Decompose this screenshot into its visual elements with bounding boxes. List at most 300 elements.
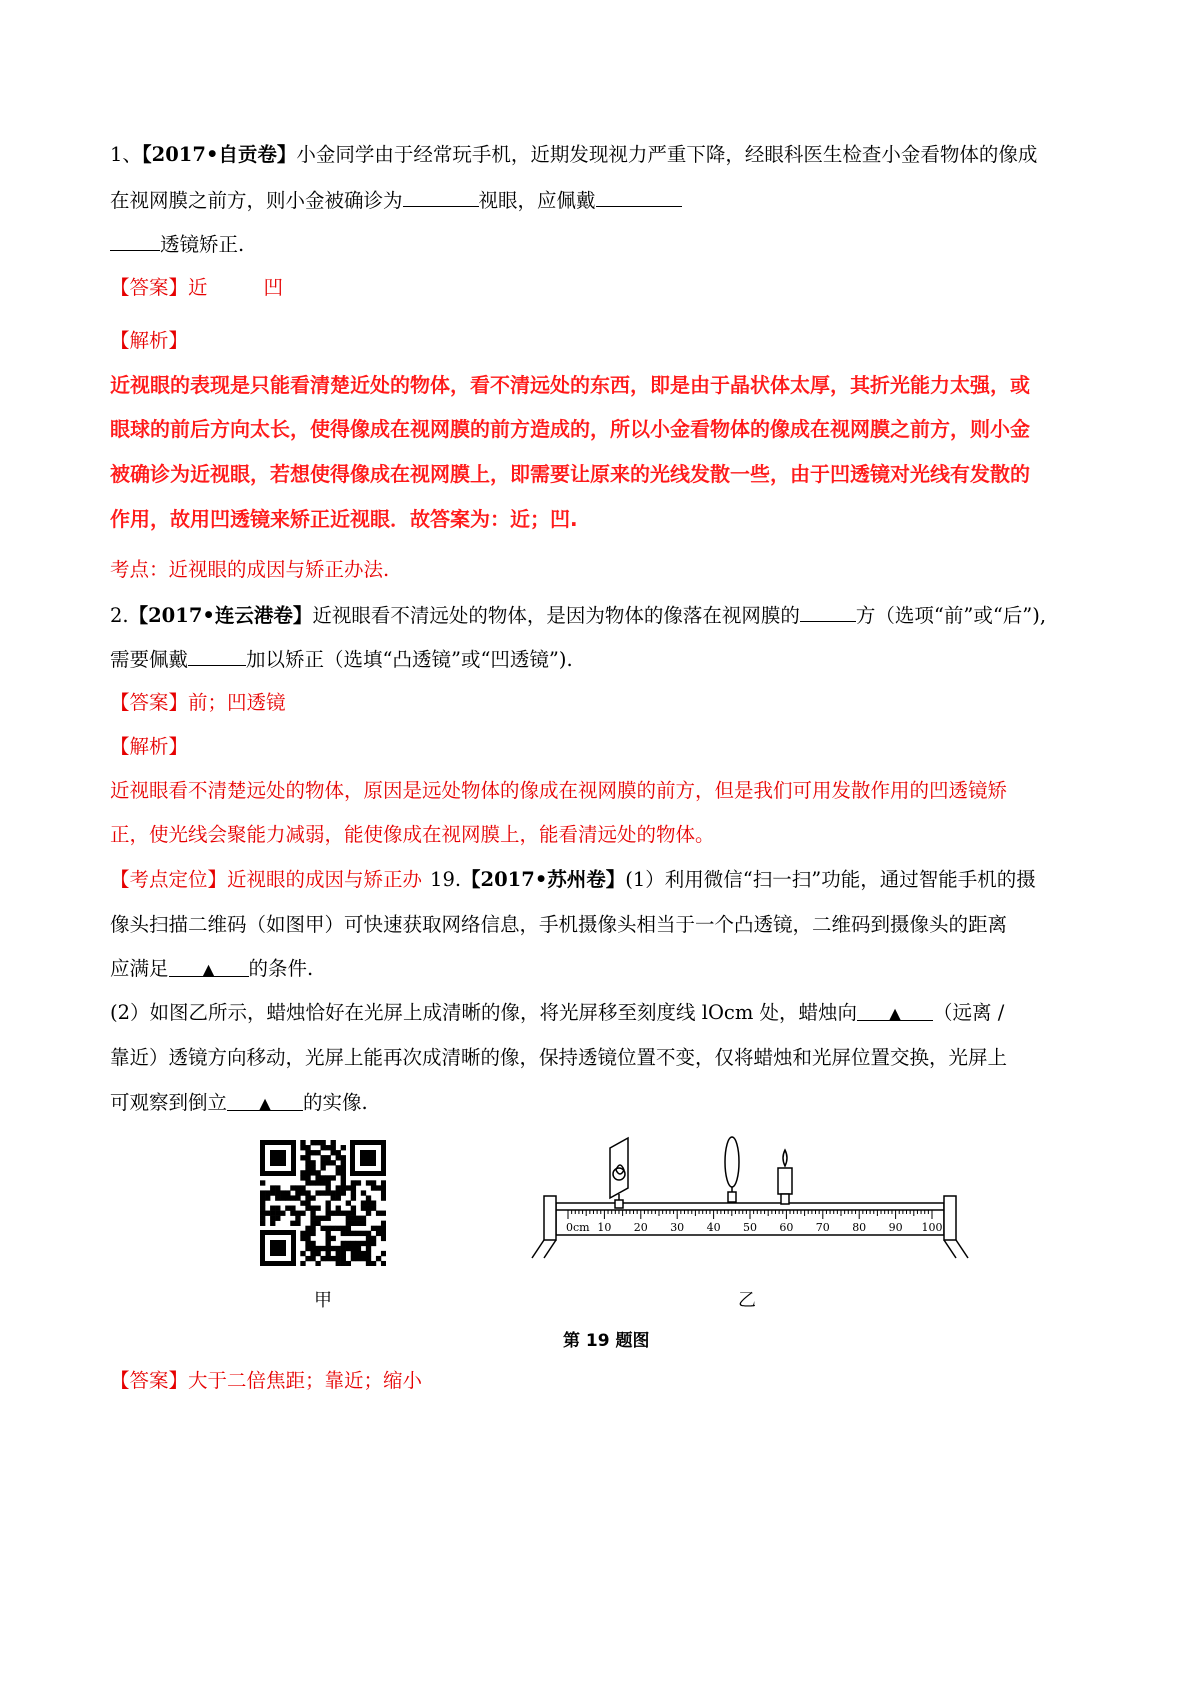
qr-module <box>320 1175 325 1180</box>
qr-module <box>336 1261 341 1266</box>
qr-module <box>336 1155 341 1160</box>
qr-module <box>331 1145 336 1150</box>
qr-module <box>361 1206 366 1211</box>
q19-part2-text-1a: (2）如图乙所示，蜡烛恰好在光屏上成清晰的像，将光屏移至刻度线 lOcm 处，蜡烛向 <box>110 1001 858 1024</box>
q1-analysis-line-3: 被确诊为近视眼，若想使得像成在视网膜上，即需要让原来的光线发散一些，由于凹透镜对光线有发散的 <box>110 462 1030 486</box>
qr-module <box>381 1231 386 1236</box>
qr-module <box>260 1190 265 1195</box>
qr-module <box>295 1195 300 1200</box>
qr-module <box>361 1241 366 1246</box>
q19-text-3b: 的条件. <box>248 957 314 980</box>
qr-module <box>265 1195 270 1200</box>
q2-blank-1 <box>800 601 856 622</box>
qr-module <box>320 1246 325 1251</box>
qr-module <box>260 1195 265 1200</box>
qr-module <box>315 1140 320 1145</box>
qr-module <box>305 1175 310 1180</box>
qr-module <box>366 1200 371 1205</box>
qr-module <box>270 1190 275 1195</box>
qr-module <box>265 1211 270 1216</box>
qr-module <box>320 1216 325 1221</box>
qr-module <box>351 1221 356 1226</box>
qr-module <box>300 1200 305 1205</box>
qr-module <box>326 1185 331 1190</box>
qr-module <box>326 1190 331 1195</box>
qr-module <box>310 1160 315 1165</box>
q1-line-1 <box>110 142 1037 168</box>
qr-module <box>381 1185 386 1190</box>
qr-module <box>295 1211 300 1216</box>
qr-module <box>361 1251 366 1256</box>
qr-module <box>336 1226 341 1231</box>
q19-line-1 <box>110 867 1036 893</box>
qr-module <box>341 1231 346 1236</box>
qr-module <box>270 1211 275 1216</box>
qr-module <box>331 1190 336 1195</box>
qr-module <box>341 1180 346 1185</box>
qr-module <box>310 1195 315 1200</box>
q1-analysis-line-1: 近视眼的表现是只能看清楚近处的物体，看不清远处的东西，即是由于晶状体太厚，其折光能力太强，或 <box>110 373 1030 397</box>
qr-module <box>336 1256 341 1261</box>
qr-module <box>336 1190 341 1195</box>
q2-kaodian-text: 近视眼的成因与矫正办 <box>227 868 423 891</box>
qr-module <box>310 1246 315 1251</box>
qr-module <box>320 1145 325 1150</box>
qr-module <box>305 1256 310 1261</box>
q2-line-1 <box>110 601 1046 629</box>
qr-module <box>346 1246 351 1251</box>
q19-blank-3 <box>227 1090 303 1111</box>
figure-label-jia: 甲 <box>314 1290 332 1311</box>
qr-module <box>336 1246 341 1251</box>
triangle-icon: ▲ <box>888 1004 902 1023</box>
qr-module <box>356 1251 361 1256</box>
qr-module <box>315 1150 320 1155</box>
q1-analysis-tag-text: 【解析】 <box>110 329 189 352</box>
qr-module <box>320 1160 325 1165</box>
qr-module <box>320 1190 325 1195</box>
qr-module <box>275 1211 280 1216</box>
qr-module <box>310 1206 315 1211</box>
q1-answer-1: 近 <box>188 276 208 299</box>
qr-module <box>275 1195 280 1200</box>
qr-module <box>331 1175 336 1180</box>
qr-module <box>270 1221 275 1226</box>
qr-module <box>326 1236 331 1241</box>
qr-module <box>315 1175 320 1180</box>
qr-module <box>326 1175 331 1180</box>
qr-module <box>295 1216 300 1221</box>
q19-part2-line-1 <box>110 1000 1004 1026</box>
qr-module <box>305 1165 310 1170</box>
ruler-tick-label: 40 <box>706 1221 721 1234</box>
qr-module <box>280 1190 285 1195</box>
qr-module <box>346 1261 351 1266</box>
qr-module <box>376 1211 381 1216</box>
qr-module <box>341 1226 346 1231</box>
q19-part2-text-1b: （远离 / <box>933 1001 1005 1024</box>
qr-module <box>310 1241 315 1246</box>
qr-module <box>366 1236 371 1241</box>
qr-module <box>376 1256 381 1261</box>
qr-module <box>376 1226 381 1231</box>
qr-module <box>381 1226 386 1231</box>
q2-analysis-tag-text: 【解析】 <box>110 735 189 758</box>
qr-module <box>326 1256 331 1261</box>
qr-module <box>300 1251 305 1256</box>
qr-module <box>361 1221 366 1226</box>
qr-module <box>371 1200 376 1205</box>
qr-module <box>320 1140 325 1145</box>
qr-module <box>275 1216 280 1221</box>
qr-module <box>310 1251 315 1256</box>
qr-module <box>305 1231 310 1236</box>
optical-bench-figure <box>530 1130 970 1290</box>
q2-answer-tag: 【答案】 <box>110 691 189 714</box>
qr-module <box>351 1206 356 1211</box>
qr-module <box>260 1200 265 1205</box>
qr-module <box>326 1241 331 1246</box>
qr-module <box>341 1145 346 1150</box>
qr-module <box>270 1206 275 1211</box>
qr-module <box>305 1155 310 1160</box>
q1-answer-tag: 【答案】 <box>110 276 189 299</box>
qr-module <box>260 1211 265 1216</box>
qr-module <box>341 1165 346 1170</box>
qr-module <box>371 1241 376 1246</box>
qr-module <box>310 1256 315 1261</box>
q1-number: 1、 <box>110 143 142 166</box>
q2-text-1b: 方（选项“前”或“后”), <box>855 604 1047 627</box>
qr-module <box>351 1251 356 1256</box>
qr-module <box>351 1185 356 1190</box>
qr-module <box>341 1211 346 1216</box>
qr-module <box>351 1246 356 1251</box>
qr-module <box>326 1211 331 1216</box>
qr-module <box>305 1170 310 1175</box>
q2-number: 2. <box>110 604 129 627</box>
qr-module <box>356 1221 361 1226</box>
qr-module <box>366 1241 371 1246</box>
qr-module <box>305 1246 310 1251</box>
qr-module <box>315 1206 320 1211</box>
qr-module <box>290 1206 295 1211</box>
qr-module <box>280 1211 285 1216</box>
q19-blank-1 <box>169 956 249 977</box>
qr-module <box>326 1206 331 1211</box>
qr-module <box>290 1185 295 1190</box>
qr-module <box>295 1221 300 1226</box>
qr-module <box>310 1150 315 1155</box>
qr-module <box>310 1226 315 1231</box>
qr-module <box>315 1180 320 1185</box>
q2-blank-2 <box>188 645 246 666</box>
qr-module <box>366 1206 371 1211</box>
qr-module <box>346 1216 351 1221</box>
q19-answer-tag: 【答案】 <box>110 1369 189 1392</box>
qr-module <box>351 1211 356 1216</box>
ruler-tick-label: 50 <box>743 1221 757 1234</box>
qr-module <box>366 1246 371 1251</box>
qr-module <box>361 1190 366 1195</box>
qr-module <box>326 1246 331 1251</box>
qr-module <box>305 1195 310 1200</box>
qr-module <box>275 1206 280 1211</box>
qr-module <box>381 1180 386 1185</box>
qr-module <box>300 1211 305 1216</box>
qr-module <box>326 1160 331 1165</box>
qr-module <box>336 1195 341 1200</box>
q19-answer <box>110 1368 422 1394</box>
qr-module <box>356 1231 361 1236</box>
qr-module <box>310 1216 315 1221</box>
qr-module <box>356 1216 361 1221</box>
qr-module <box>346 1226 351 1231</box>
qr-module <box>341 1256 346 1261</box>
qr-module <box>371 1206 376 1211</box>
q2-analysis-line-1: 近视眼看不清楚远处的物体，原因是远处物体的像成在视网膜的前方，但是我们可用发散作用的凹透镜矫 <box>110 779 1008 802</box>
qr-module <box>315 1216 320 1221</box>
qr-module <box>346 1231 351 1236</box>
qr-module <box>305 1236 310 1241</box>
q1-text-3: 透镜矫正. <box>160 233 245 256</box>
qr-module <box>346 1200 351 1205</box>
qr-module <box>376 1185 381 1190</box>
q2-text-2b: 加以矫正（选填“凸透镜”或“凹透镜”). <box>246 648 573 671</box>
qr-module <box>341 1160 346 1165</box>
figure-label-yi: 乙 <box>738 1290 756 1311</box>
qr-module <box>300 1170 305 1175</box>
qr-module <box>331 1150 336 1155</box>
qr-module <box>260 1206 265 1211</box>
q19-source: 【2017•苏州卷】 <box>461 868 626 891</box>
ruler-tick-label: 80 <box>852 1221 867 1234</box>
qr-module <box>260 1216 265 1221</box>
qr-module <box>315 1190 320 1195</box>
qr-module <box>366 1261 371 1266</box>
qr-module <box>341 1261 346 1266</box>
q2-analysis-line-2: 正，使光线会聚能力减弱，能使像成在视网膜上，能看清远处的物体。 <box>110 823 715 846</box>
qr-module <box>310 1165 315 1170</box>
q1-blank-2b <box>110 230 160 251</box>
qr-module <box>300 1185 305 1190</box>
q1-line-3 <box>110 230 244 258</box>
q19-part2-text-3b: 的实像. <box>303 1091 368 1114</box>
q19-number: 19. <box>430 868 462 891</box>
q1-text-2a: 在视网膜之前方，则小金被确诊为 <box>110 189 403 212</box>
qr-module <box>351 1216 356 1221</box>
qr-module <box>351 1241 356 1246</box>
qr-module <box>346 1241 351 1246</box>
qr-module <box>356 1180 361 1185</box>
qr-module <box>336 1165 341 1170</box>
qr-module <box>366 1180 371 1185</box>
qr-module <box>351 1190 356 1195</box>
ruler-tick-label: 100 <box>921 1221 943 1234</box>
q2-answer <box>110 690 286 716</box>
qr-module <box>361 1231 366 1236</box>
q2-source: 【2017•连云港卷】 <box>128 604 313 627</box>
q1-answer-2: 凹 <box>263 276 284 299</box>
qr-module <box>310 1180 315 1185</box>
q1-answer <box>110 275 283 301</box>
qr-module <box>305 1190 310 1195</box>
q1-text-2b: 视眼，应佩戴 <box>478 189 596 212</box>
qr-module <box>310 1170 315 1175</box>
q1-analysis-line-2: 眼球的前后方向太长，使得像成在视网膜的前方造成的，所以小金看物体的像成在视网膜之前方，则小金 <box>110 417 1030 441</box>
qr-module <box>341 1175 346 1180</box>
qr-module <box>331 1211 336 1216</box>
qr-module <box>305 1180 310 1185</box>
qr-module <box>361 1256 366 1261</box>
qr-module <box>341 1190 346 1195</box>
qr-module <box>300 1175 305 1180</box>
qr-module <box>285 1206 290 1211</box>
qr-module <box>356 1256 361 1261</box>
qr-module <box>326 1251 331 1256</box>
q19-text-1: (1）利用微信“扫一扫”功能，通过智能手机的摄 <box>625 868 1036 891</box>
qr-module <box>320 1180 325 1185</box>
qr-module <box>265 1190 270 1195</box>
qr-module <box>300 1140 305 1145</box>
qr-module <box>351 1195 356 1200</box>
qr-module <box>366 1231 371 1236</box>
ruler-tick-label: 0cm <box>566 1221 590 1234</box>
figure-caption: 第 19 题图 <box>563 1331 650 1351</box>
qr-module <box>290 1211 295 1216</box>
qr-module <box>315 1246 320 1251</box>
qr-module <box>320 1226 325 1231</box>
qr-module <box>315 1221 320 1226</box>
qr-module <box>361 1216 366 1221</box>
qr-code-figure <box>260 1140 386 1266</box>
q19-line-2: 像头扫描二维码（如图甲）可快速获取网络信息，手机摄像头相当于一个凸透镜，二维码到摄像头的距离 <box>110 913 1008 936</box>
qr-module <box>351 1231 356 1236</box>
qr-module <box>356 1241 361 1246</box>
qr-module <box>381 1221 386 1226</box>
qr-module <box>310 1221 315 1226</box>
q1-source: 【2017•自贡卷】 <box>141 143 297 166</box>
qr-module <box>326 1231 331 1236</box>
qr-module <box>300 1190 305 1195</box>
q2-kaodian-tag: 【考点定位】 <box>110 868 228 891</box>
triangle-icon: ▲ <box>258 1094 272 1113</box>
qr-module <box>341 1246 346 1251</box>
qr-module <box>351 1256 356 1261</box>
qr-module <box>341 1170 346 1175</box>
qr-module <box>346 1221 351 1226</box>
qr-module <box>305 1206 310 1211</box>
qr-module <box>300 1145 305 1150</box>
qr-module <box>341 1241 346 1246</box>
triangle-icon: ▲ <box>202 960 215 979</box>
qr-module <box>275 1190 280 1195</box>
qr-module <box>341 1185 346 1190</box>
qr-module <box>310 1140 315 1145</box>
qr-module <box>326 1180 331 1185</box>
qr-module <box>341 1251 346 1256</box>
q1-analysis-tag <box>110 328 188 354</box>
qr-module <box>290 1221 295 1226</box>
q19-part2-line-2: 靠近）透镜方向移动，光屏上能再次成清晰的像，保持透镜位置不变，仅将蜡烛和光屏位置交换，光屏上 <box>110 1046 1008 1069</box>
qr-module <box>381 1211 386 1216</box>
qr-module <box>331 1256 336 1261</box>
qr-module <box>320 1256 325 1261</box>
qr-module <box>326 1155 331 1160</box>
qr-module <box>300 1231 305 1236</box>
q2-analysis-tag <box>110 734 188 760</box>
qr-module <box>336 1150 341 1155</box>
q19-text-3a: 应满足 <box>110 957 169 980</box>
qr-module <box>270 1185 275 1190</box>
qr-module <box>336 1251 341 1256</box>
qr-module <box>371 1226 376 1231</box>
qr-module <box>305 1241 310 1246</box>
qr-module <box>280 1195 285 1200</box>
q19-part2-text-3a: 可观察到倒立 <box>110 1091 228 1114</box>
qr-module <box>331 1246 336 1251</box>
qr-module <box>320 1165 325 1170</box>
qr-module <box>361 1200 366 1205</box>
qr-module <box>371 1180 376 1185</box>
q1-analysis-line-4: 作用，故用凹透镜来矫正近视眼．故答案为：近；凹. <box>110 507 578 531</box>
ruler-tick-label: 30 <box>670 1221 685 1234</box>
qr-module <box>336 1206 341 1211</box>
q1-blank-1 <box>403 186 479 207</box>
q19-blank-2 <box>857 1000 933 1021</box>
qr-module <box>331 1195 336 1200</box>
qr-module <box>346 1211 351 1216</box>
qr-module <box>381 1190 386 1195</box>
qr-module <box>305 1226 310 1231</box>
q19-line-3 <box>110 956 313 982</box>
qr-module <box>285 1195 290 1200</box>
ruler-tick-label: 10 <box>597 1221 612 1234</box>
qr-module <box>346 1185 351 1190</box>
qr-module <box>305 1160 310 1165</box>
qr-module <box>285 1190 290 1195</box>
qr-module <box>371 1236 376 1241</box>
qr-module <box>290 1195 295 1200</box>
qr-module <box>305 1200 310 1205</box>
q1-line-2 <box>110 186 682 214</box>
q1-kaodian: 考点：近视眼的成因与矫正办法. <box>110 558 390 581</box>
q19-part2-line-3 <box>110 1090 368 1116</box>
qr-module <box>341 1155 346 1160</box>
qr-module <box>310 1211 315 1216</box>
qr-module <box>371 1261 376 1266</box>
qr-module <box>366 1256 371 1261</box>
qr-module <box>336 1211 341 1216</box>
qr-module <box>275 1185 280 1190</box>
qr-module <box>270 1216 275 1221</box>
qr-module <box>366 1195 371 1200</box>
qr-module <box>331 1226 336 1231</box>
qr-module <box>331 1160 336 1165</box>
qr-module <box>331 1236 336 1241</box>
qr-module <box>326 1226 331 1231</box>
qr-module <box>295 1185 300 1190</box>
ruler-tick-label: 70 <box>815 1221 830 1234</box>
qr-module <box>381 1261 386 1266</box>
qr-module <box>366 1211 371 1216</box>
qr-module <box>356 1246 361 1251</box>
qr-module <box>315 1251 320 1256</box>
qr-module <box>326 1216 331 1221</box>
qr-module <box>305 1150 310 1155</box>
qr-module <box>315 1261 320 1266</box>
qr-module <box>336 1170 341 1175</box>
